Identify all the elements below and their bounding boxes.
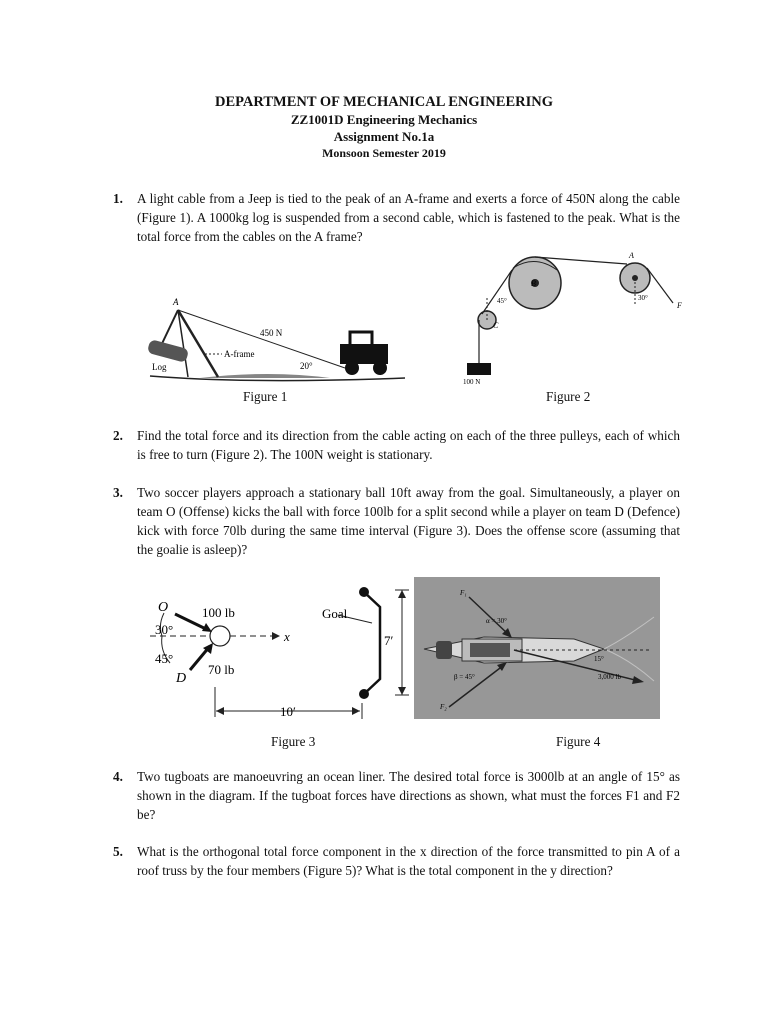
figure-3-diagram	[140, 585, 415, 725]
fig1-label-cable: 450 N	[260, 328, 283, 338]
question-2	[113, 426, 680, 464]
figure-1-diagram	[140, 292, 410, 384]
question-number: 1.	[113, 191, 123, 206]
fig3-label-7: 7′	[384, 633, 394, 648]
assignment-title: Assignment No.1a	[333, 129, 435, 144]
question-text: Find the total force and its direction from the cable acting on each of the three pulleys, each of which is free to turn (Figure 2). The 100N weight is stationary.	[137, 428, 680, 462]
question-text: What is the orthogonal total force component in the x direction of the force transmitted to pin A of a roof truss by the four members (Figure 5)? What is the total component in the y direction?	[137, 844, 680, 878]
fig2-label-c: C	[493, 321, 499, 330]
fig4-label-beta: β = 45°	[454, 673, 475, 681]
fig2-label-a: A	[629, 251, 634, 260]
fig4-label-f2: F₂	[440, 703, 447, 711]
document-header	[0, 94, 768, 162]
fig3-label-10: 10′	[280, 704, 296, 719]
fig2-label-b: B	[531, 279, 536, 288]
fig3-label-x: x	[284, 629, 290, 644]
fig1-label-log: Log	[152, 362, 167, 372]
fig3-label-30: 30°	[155, 622, 174, 637]
fig1-label-a: A	[173, 297, 179, 307]
question-4	[113, 767, 680, 824]
fig1-label-angle: 20°	[300, 361, 313, 371]
semester-title: Monsoon Semester 2019	[322, 146, 446, 160]
question-number: 4.	[113, 769, 123, 784]
fig3-label-45: 45°	[155, 651, 174, 666]
fig2-label-f: F	[677, 301, 682, 310]
fig3-label-70: 70 lb	[208, 662, 235, 677]
figure-2-caption: Figure 2	[546, 389, 591, 404]
figure-2-diagram	[455, 248, 690, 388]
fig3-label-o: O	[158, 600, 169, 615]
question-text: Two soccer players approach a stationary ball 10ft away from the goal. Simultaneously, a player on team O (Offense) kicks the ball with force 100lb for a split second while a player on team D (Defence) kick with force 70lb during the same time interval (Figure 3). Does the offense score (assuming that the goalie is asleep)?	[137, 485, 680, 557]
fig2-label-45: 45°	[497, 297, 507, 305]
fig4-label-15: 15°	[594, 655, 604, 663]
question-number: 3.	[113, 485, 123, 500]
department-title: DEPARTMENT OF MECHANICAL ENGINEERING	[215, 94, 553, 110]
question-text: A light cable from a Jeep is tied to the peak of an A-frame and exerts a force of 450N along the cable (Figure 1). A 1000kg log is suspended from a second cable, which is fastened to the peak. What is the total force from the cables on the A frame?	[137, 191, 680, 244]
question-text: Two tugboats are manoeuvring an ocean liner. The desired total force is 3000lb at an angle of 15° as shown in the diagram. If the tugboat forces have directions as shown, what must the forces F1 and F2 be?	[137, 769, 680, 822]
question-3	[113, 483, 680, 559]
figure-3-caption: Figure 3	[271, 734, 316, 749]
fig4-label-alpha: α = 30°	[486, 617, 507, 625]
question-number: 2.	[113, 428, 123, 443]
course-title: ZZ1001D Engineering Mechanics	[290, 112, 478, 127]
fig3-label-goal: Goal	[322, 606, 348, 621]
fig2-label-30: 30°	[638, 294, 648, 302]
fig1-label-frame: A-frame	[224, 349, 255, 359]
fig2-label-weight: 100 N	[463, 378, 481, 386]
question-number: 5.	[113, 844, 123, 859]
question-1	[113, 189, 680, 246]
fig4-label-f1: F₁	[460, 589, 467, 597]
figure-1-caption: Figure 1	[243, 389, 288, 404]
fig3-label-100: 100 lb	[202, 605, 235, 620]
fig3-label-d: D	[176, 671, 187, 686]
figure-4-caption: Figure 4	[556, 734, 601, 749]
question-5	[113, 842, 680, 880]
fig4-label-3000: 3,000 lb	[598, 673, 621, 681]
figure-4-photo	[414, 577, 660, 719]
